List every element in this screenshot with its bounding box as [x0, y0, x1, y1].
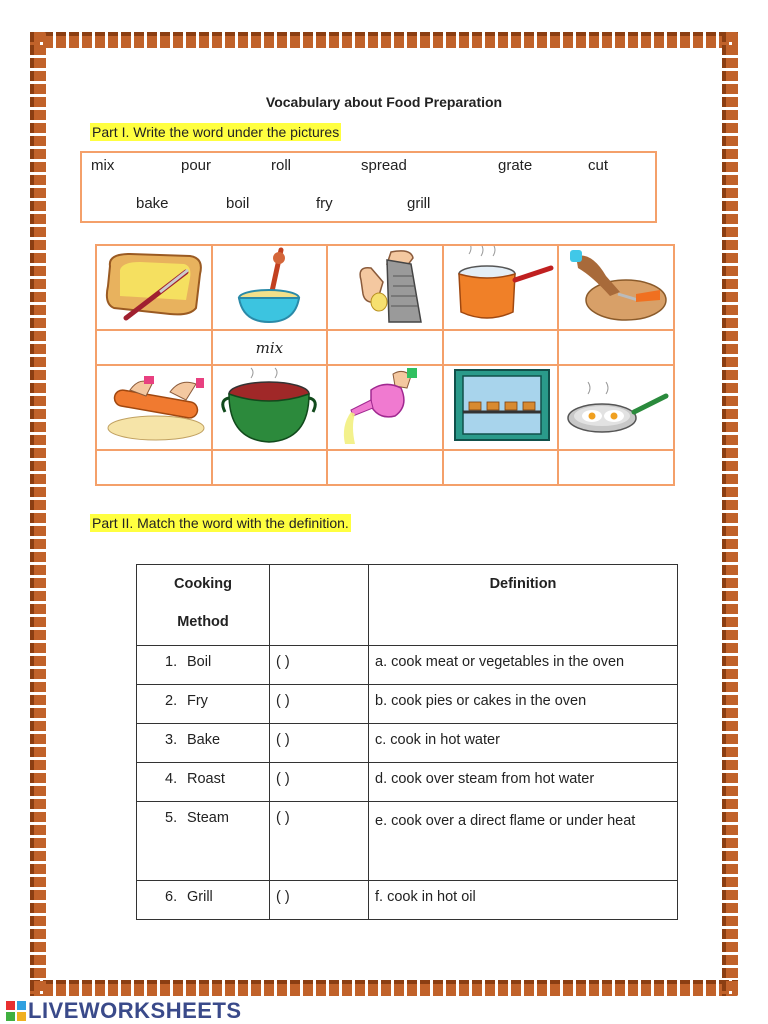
header-blank	[270, 565, 369, 646]
header-method-line2: Method	[177, 614, 229, 630]
grill-pot-icon	[215, 366, 323, 444]
method-name: Roast	[187, 771, 225, 787]
method-cell	[137, 685, 270, 724]
answer-cell[interactable]	[443, 330, 559, 365]
answer-blank[interactable]: ( )	[270, 724, 369, 763]
method-cell	[137, 724, 270, 763]
oven-icon	[447, 366, 555, 444]
method-cell	[137, 646, 270, 685]
method-name: Grill	[187, 889, 213, 905]
picture-cell	[327, 365, 443, 450]
word-bank-item: boil	[226, 195, 250, 212]
decorative-border-top	[30, 32, 738, 48]
picture-cell	[212, 365, 328, 450]
answer-cell[interactable]: mix	[212, 330, 328, 365]
definition-cell: e. cook over a direct flame or under heat	[369, 802, 678, 881]
mixing-bowl-icon	[215, 246, 323, 324]
cutting-board-icon	[562, 246, 670, 324]
liveworksheets-logo-icon	[6, 1001, 26, 1021]
method-number: 5.	[165, 810, 178, 826]
picture-cell	[558, 245, 674, 330]
answer-cell[interactable]	[96, 330, 212, 365]
picture-cell	[443, 245, 559, 330]
rolling-pin-icon	[100, 366, 208, 444]
logo-text: LIVEWORKSHEETS	[28, 998, 242, 1023]
table-row	[137, 881, 678, 920]
decorative-border-bottom	[30, 980, 738, 996]
table-row	[137, 763, 678, 802]
word-bank-item: spread	[361, 157, 407, 174]
table-row	[137, 802, 678, 881]
method-cell	[137, 763, 270, 802]
method-number: 6.	[165, 889, 178, 905]
method-name: Boil	[187, 654, 212, 670]
part1-heading: Part I. Write the word under the pictures	[92, 124, 340, 140]
table-row	[137, 646, 678, 685]
definition-cell: d. cook over steam from hot water	[369, 763, 678, 802]
grater-icon	[331, 246, 439, 324]
method-name: Steam	[187, 810, 229, 826]
method-number: 3.	[165, 732, 178, 748]
picture-cell	[96, 365, 212, 450]
picture-cell	[558, 365, 674, 450]
answer-cell[interactable]	[212, 450, 328, 485]
answer-cell[interactable]	[558, 450, 674, 485]
answer-cell[interactable]	[327, 330, 443, 365]
method-number: 4.	[165, 771, 178, 787]
boiling-pot-icon	[447, 246, 555, 324]
method-number: 1.	[165, 654, 178, 670]
word-bank-item: roll	[271, 157, 292, 174]
picture-cell	[96, 245, 212, 330]
liveworksheets-logo[interactable]	[6, 998, 242, 1024]
method-cell	[137, 881, 270, 920]
method-name: Bake	[187, 732, 221, 748]
answer-cell[interactable]	[558, 330, 674, 365]
table-row	[137, 724, 678, 763]
definition-cell: b. cook pies or cakes in the oven	[369, 685, 678, 724]
part2-heading: Part II. Match the word with the definition.	[92, 515, 349, 531]
header-cooking-method	[137, 565, 270, 646]
word-bank-item: pour	[181, 157, 212, 174]
answer-cell[interactable]	[327, 450, 443, 485]
method-number: 2.	[165, 693, 178, 709]
toast-spread-icon	[100, 246, 208, 324]
answer-blank[interactable]: ( )	[270, 763, 369, 802]
table-row	[137, 685, 678, 724]
word-bank-item: grate	[498, 157, 533, 174]
answer-blank[interactable]: ( )	[270, 646, 369, 685]
frying-pan-icon	[562, 366, 670, 444]
answer-blank[interactable]: ( )	[270, 881, 369, 920]
word-bank	[80, 151, 657, 223]
word-bank-item: fry	[316, 195, 333, 212]
decorative-border-left	[30, 32, 46, 996]
word-bank-item: mix	[91, 157, 115, 174]
picture-grid	[95, 244, 675, 486]
word-bank-item: cut	[588, 157, 609, 174]
answer-cell[interactable]	[443, 450, 559, 485]
matching-table	[136, 564, 678, 920]
method-cell	[137, 802, 270, 881]
definition-cell: c. cook in hot water	[369, 724, 678, 763]
decorative-border-right	[722, 32, 738, 996]
definition-cell: a. cook meat or vegetables in the oven	[369, 646, 678, 685]
header-method-line1: Cooking	[174, 576, 232, 592]
word-bank-item: grill	[407, 195, 431, 212]
picture-cell	[327, 245, 443, 330]
answer-blank[interactable]: ( )	[270, 685, 369, 724]
page-title: Vocabulary about Food Preparation	[265, 94, 503, 110]
picture-cell	[443, 365, 559, 450]
answer-blank[interactable]: ( )	[270, 802, 369, 881]
header-definition: Definition	[369, 565, 678, 646]
picture-cell	[212, 245, 328, 330]
word-bank-item: bake	[136, 195, 169, 212]
method-name: Fry	[187, 693, 208, 709]
definition-cell: f. cook in hot oil	[369, 881, 678, 920]
watering-pour-icon	[331, 366, 439, 444]
answer-cell[interactable]	[96, 450, 212, 485]
